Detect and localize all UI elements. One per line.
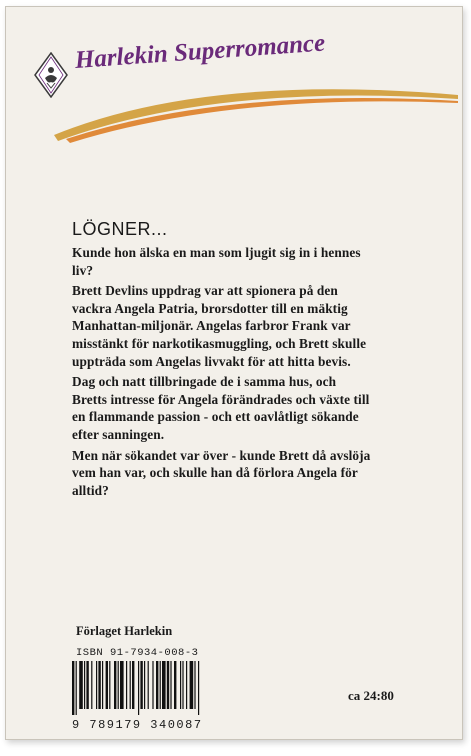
barcode-bar — [120, 661, 124, 709]
barcode-bar — [152, 661, 153, 709]
blurb-paragraph: Men när sökandet var över - kunde Brett då avslöja vem han var, och skulle han då förlora Angela för alltid? — [72, 447, 371, 498]
barcode-bar — [186, 661, 187, 709]
blurb-paragraph: Dag och natt tillbringade de i samma hus, och Bretts intresse för Angela förändrades och växte till en flammande passion - och ett oavlåtligt sökande efter sanningen. — [72, 374, 370, 442]
brand-swoosh — [46, 65, 466, 145]
barcode-bar — [156, 661, 158, 709]
barcode-bar — [162, 661, 166, 709]
barcode-bar — [144, 661, 145, 709]
barcode-bar — [132, 661, 134, 709]
price-label: ca 24:80 — [348, 688, 394, 703]
barcode-bar — [138, 661, 139, 715]
barcode-number: 9 789179 340087 — [72, 718, 203, 732]
barcode-bar — [140, 661, 142, 709]
barcode-bar — [174, 661, 176, 709]
blurb-headline: LÖGNER... — [72, 219, 168, 239]
book-back-cover — [5, 6, 463, 740]
isbn-label: ISBN 91-7934-008-3 — [76, 647, 199, 659]
barcode-bar — [96, 661, 97, 709]
barcode — [68, 661, 258, 715]
blurb-paragraph: Brett Devlins uppdrag var att spionera på den vackra Angela Patria, brorsdotter till en mäktig Manhattan-miljonär. Angelas farbror Frank var misstänkt för narkotikasmuggling, och Brett skulle uppträda som Angelas livvakt för att hitta bevis. — [72, 283, 367, 369]
barcode-bar — [102, 661, 103, 709]
barcode-bar — [72, 661, 74, 715]
barcode-bar — [194, 661, 195, 709]
blurb — [72, 219, 372, 502]
barcode-bar — [106, 661, 108, 709]
barcode-bar — [180, 661, 181, 709]
barcode-bar — [86, 661, 88, 709]
barcode-bar — [109, 661, 110, 709]
barcode-bar — [198, 661, 199, 715]
barcode-bar — [76, 661, 77, 715]
blurb-paragraph: Kunde hon älska en man som ljugit sig in i hennes liv? — [72, 245, 361, 278]
barcode-bar — [98, 661, 100, 709]
barcode-bar — [118, 661, 119, 709]
barcode-bar — [190, 661, 194, 709]
barcode-bar — [167, 661, 169, 709]
barcode-bar — [160, 661, 161, 709]
brand-wordmark: Harlekin Superromance — [74, 29, 327, 74]
barcode-bar — [91, 661, 92, 709]
barcode-bar — [130, 661, 131, 709]
barcode-bar — [148, 661, 149, 709]
barcode-bar — [114, 661, 116, 709]
barcode-bar — [170, 661, 171, 709]
publisher-name: Förlaget Harlekin — [76, 624, 173, 638]
barcode-bar — [182, 661, 183, 709]
barcode-bar — [84, 661, 85, 709]
barcode-bar — [79, 661, 83, 709]
barcode-bar — [126, 661, 127, 709]
